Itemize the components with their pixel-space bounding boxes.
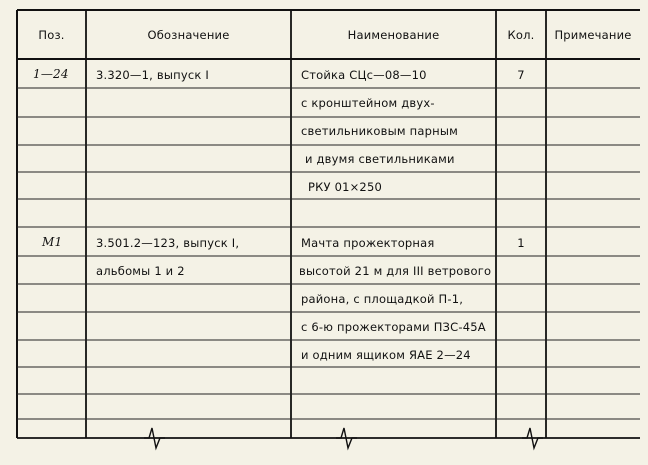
header-name: Наименование [347,28,440,42]
row-name-line: с кронштейном двух- [301,96,435,110]
header-quantity: Кол. [507,28,535,42]
row-position: M1 [42,235,63,249]
row-name-line: высотой 21 м для III ветрового [299,264,492,278]
row-quantity: 1 [517,236,525,250]
row-name-line: и двумя светильниками [305,152,455,166]
row-position: 1—24 [33,67,69,81]
header-note: Примечание [554,28,632,42]
row-name-line: РКУ 01×250 [308,180,382,194]
row-designation-line: 3.320—1, выпуск I [96,68,209,82]
row-designation-line: 3.501.2—123, выпуск I, [96,236,240,250]
row-quantity: 7 [517,68,525,82]
row-name-line: и одним ящиком ЯАЕ 2—24 [301,348,471,362]
row-name-line: Стойка СЦс—08—10 [301,68,427,82]
header-designation: Обозначение [147,28,230,42]
row-name-line: светильниковым парным [301,124,458,138]
row-name-line: Мачта прожекторная [301,236,435,250]
row-name-line: с 6-ю прожекторами ПЗС-45А [301,320,486,334]
row-designation-line: альбомы 1 и 2 [96,264,185,278]
row-name-line: района, с площадкой П-1, [301,292,464,306]
header-position: Поз. [38,28,65,42]
